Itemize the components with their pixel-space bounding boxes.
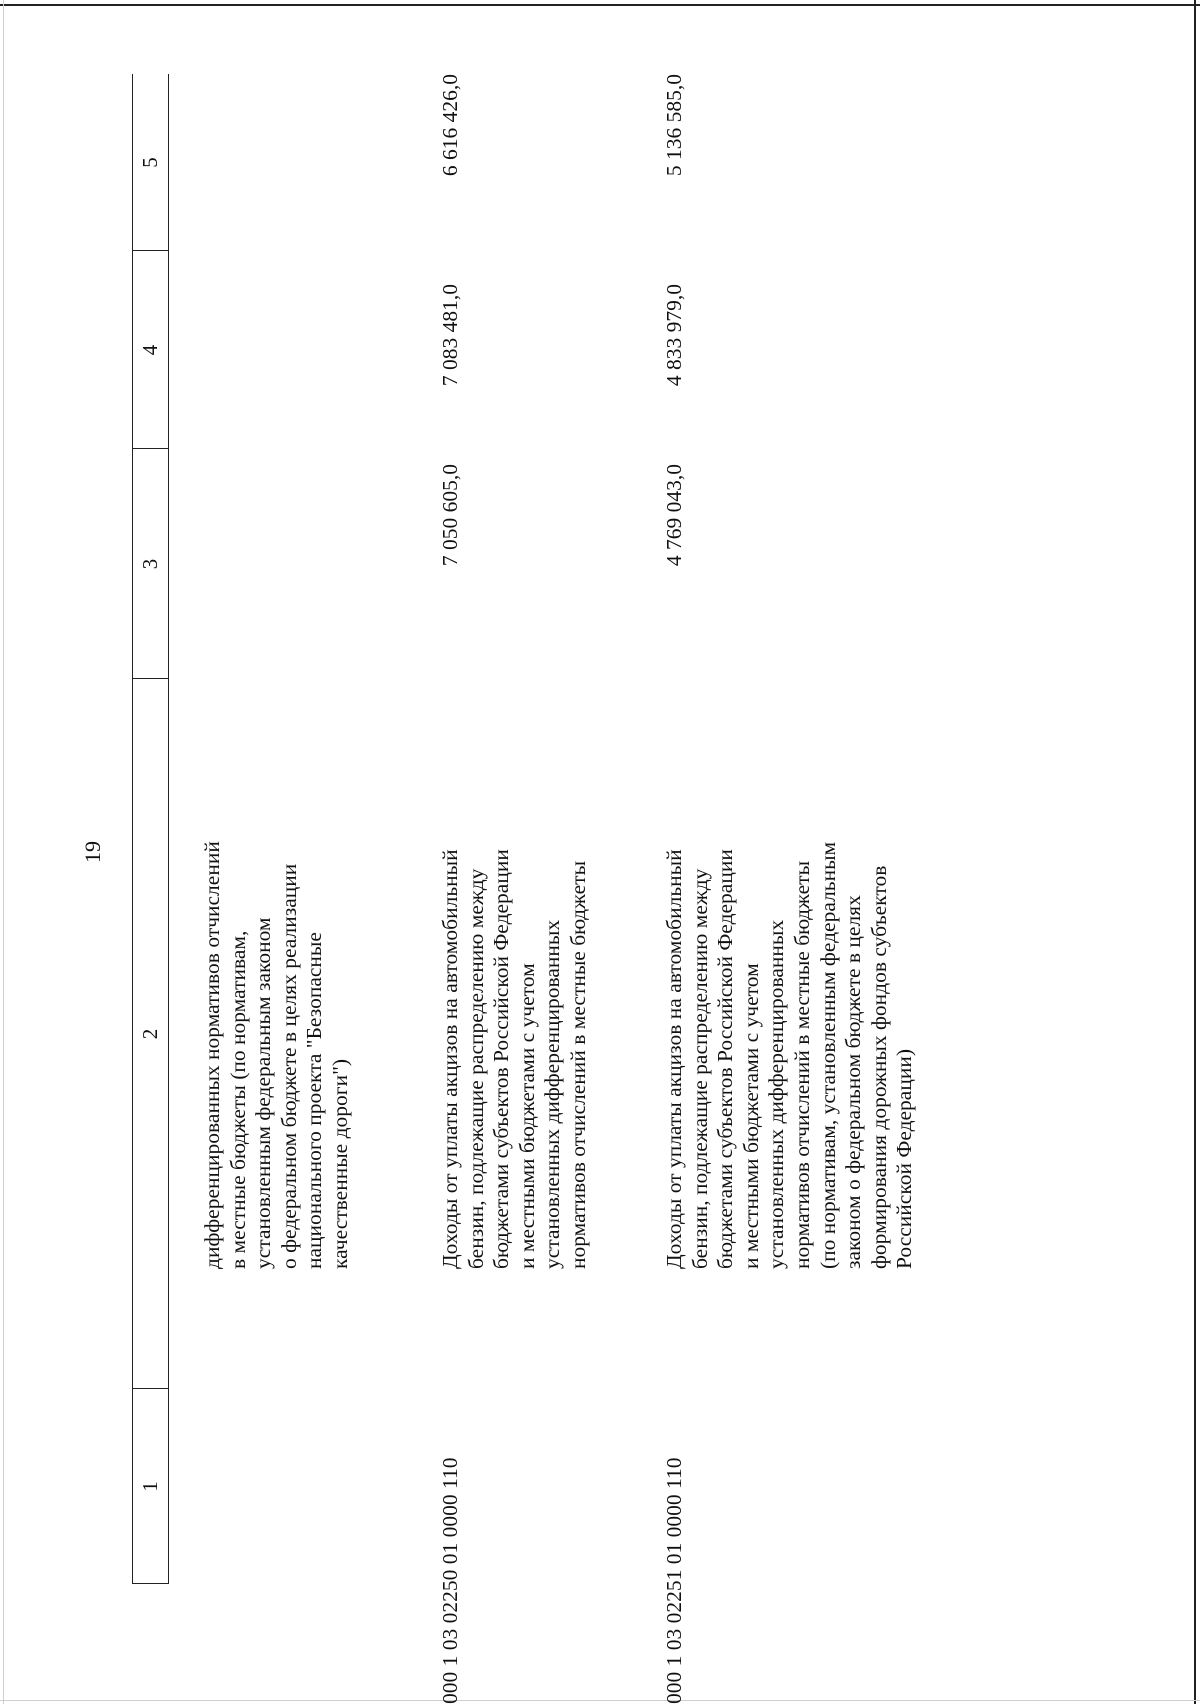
column-header-5: 5: [138, 157, 162, 168]
page-number: 19: [80, 841, 105, 863]
row-code: 000 1 03 02251 01 0000 110: [662, 1457, 686, 1704]
budget-table: [132, 74, 1142, 1704]
row-name: Доходы от уплаты акцизов на автомобильный бензин, подлежащие распределению между бюджетами субъектов Российской Федерации и местными бюджетами с учетом установленных дифференцированных нормативов отчислений в местные бюджеты (по нормативам, установленным федеральным законом о федеральном бюджете в целях формирования дорожных фондов субъектов Российской Федерации): [662, 841, 917, 1269]
column-header-2: 2: [138, 1028, 162, 1040]
row-value-col3: 7 050 605,0: [438, 464, 462, 567]
column-header-1: 1: [138, 1481, 162, 1492]
row-value-col4: 7 083 481,0: [438, 284, 462, 387]
row-code: 000 1 03 02250 01 0000 110: [438, 1457, 462, 1704]
continuation-text: дифференцированных нормативов отчислений в местные бюджеты (по нормативам, установленным федеральным законом о федеральном бюджете в целях реализации национального проекта "Безопасные качественные дороги"): [200, 841, 352, 1269]
row-value-col5: 5 136 585,0: [662, 74, 686, 177]
row-value-col3: 4 769 043,0: [662, 464, 686, 567]
row-value-col5: 6 616 426,0: [438, 74, 462, 177]
table-top-rule: [132, 74, 133, 1584]
column-header-4: 4: [138, 344, 162, 356]
row-name: Доходы от уплаты акцизов на автомобильный бензин, подлежащие распределению между бюджетами субъектов Российской Федерации и местными бюджетами с учетом установленных дифференцированных нормативов отчислений в местные бюджеты: [438, 849, 590, 1269]
column-header-3: 3: [138, 558, 162, 570]
table-header-rule: [168, 74, 169, 1584]
row-value-col4: 4 833 979,0: [662, 284, 686, 387]
